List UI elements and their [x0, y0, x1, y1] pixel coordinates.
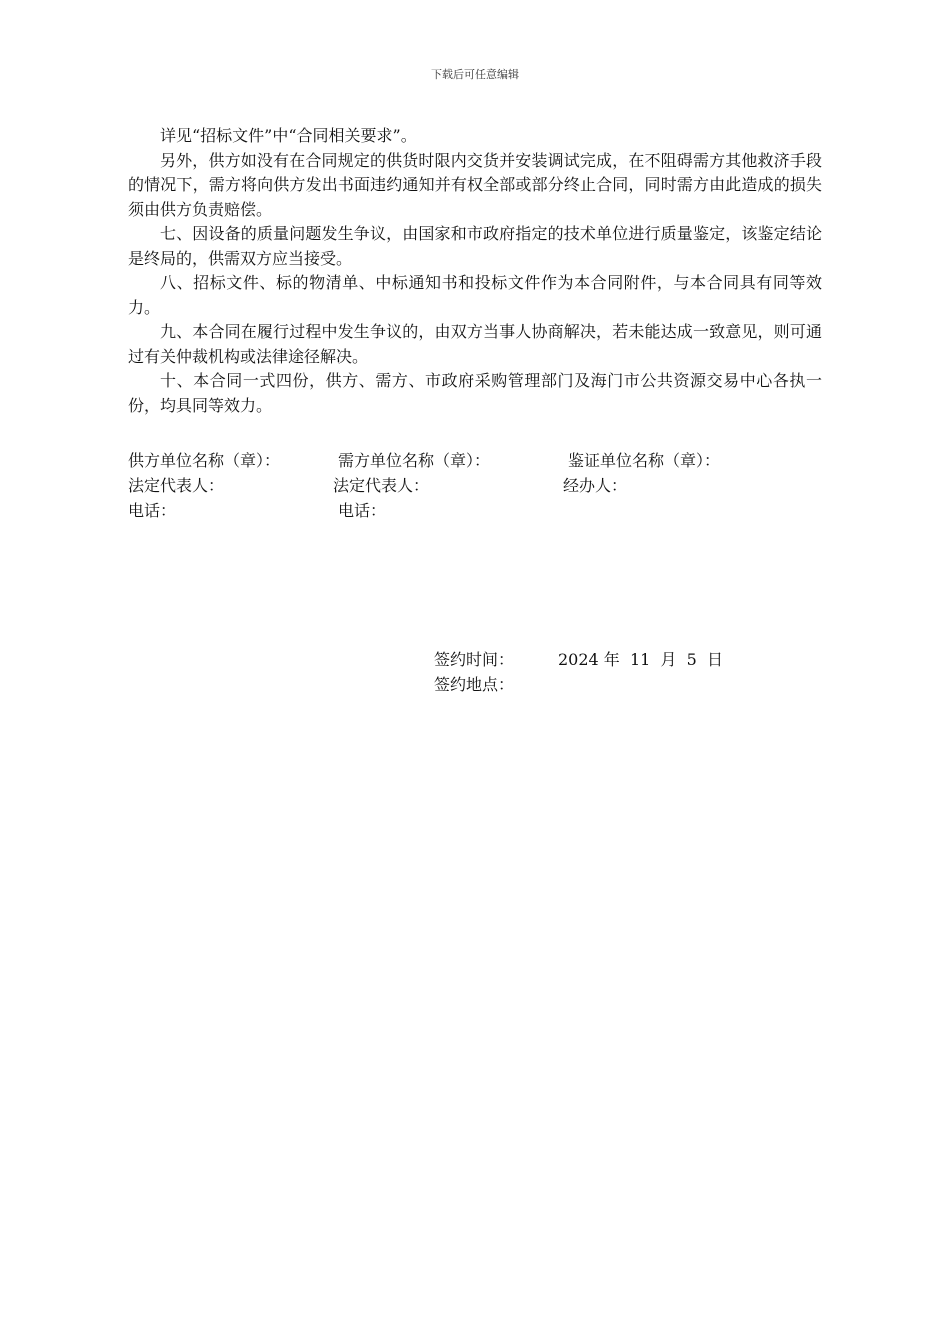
- paragraph-breach-of-delivery: 另外，供方如没有在合同规定的供货时限内交货并安装调试完成，在不阻碍需方其他救济手段的情况下，需方将向供方发出书面违约通知并有权全部或部分终止合同，同时需方由此造成的损失须由供方负责赔偿。: [128, 150, 822, 219]
- buyer-rep-label: 法定代表人：: [333, 476, 430, 495]
- paragraph-requirements-reference: 详见“招标文件”中“合同相关要求”。: [160, 126, 417, 145]
- header-note: 下载后可任意编辑: [431, 68, 519, 81]
- paragraph-clause-7-quality-dispute: 七、因设备的质量问题发生争议，由国家和市政府指定的技术单位进行质量鉴定，该鉴定结论是终局的，供需双方应当接受。: [128, 224, 822, 268]
- signing-time-value: 2024 年 11 月 5 日: [558, 650, 724, 669]
- signing-place-label: 签约地点：: [434, 675, 515, 694]
- witness-handler-label: 经办人：: [563, 476, 628, 495]
- signature-row-units: [128, 449, 822, 473]
- supplier-phone-label: 电话：: [128, 501, 177, 520]
- supplier-unit-label: 供方单位名称（章）：: [128, 451, 281, 470]
- signature-row-representatives: [128, 474, 822, 498]
- contract-body: [128, 124, 822, 418]
- buyer-unit-label: 需方单位名称（章）：: [338, 451, 491, 470]
- paragraph-clause-8-attachments: 八、招标文件、标的物清单、中标通知书和投标文件作为本合同附件，与本合同具有同等效力。: [128, 273, 822, 317]
- signing-place-row: [434, 673, 514, 697]
- signature-row-phones: [128, 499, 822, 523]
- paragraph-clause-9-disputes: 九、本合同在履行过程中发生争议的，由双方当事人协商解决，若未能达成一致意见，则可通过有关仲裁机构或法律途径解决。: [128, 322, 822, 366]
- signing-time-label: 签约时间：: [434, 650, 515, 669]
- buyer-phone-label: 电话：: [338, 501, 387, 520]
- paragraph-clause-10-copies: 十、本合同一式四份，供方、需方、市政府采购管理部门及海门市公共资源交易中心各执一份，均具同等效力。: [128, 371, 822, 415]
- witness-unit-label: 鉴证单位名称（章）：: [568, 451, 721, 470]
- supplier-rep-label: 法定代表人：: [128, 476, 225, 495]
- signing-time-row: [434, 648, 724, 672]
